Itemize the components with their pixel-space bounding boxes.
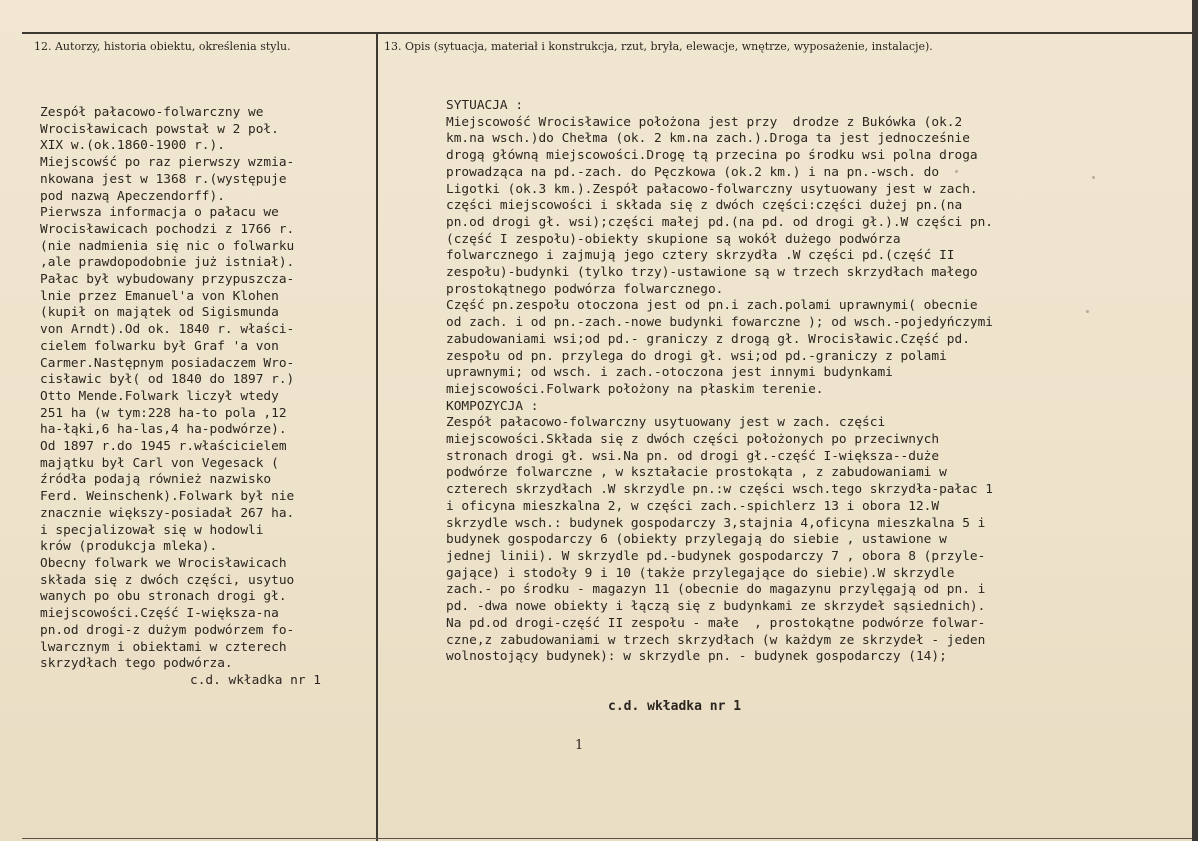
header-rule	[22, 32, 1192, 34]
text-line: zespołu)-budynki (tylko trzy)-ustawione są w trzech skrzydłach małego	[446, 265, 978, 281]
text-line: skrzydłach tego podwórza.	[40, 656, 233, 672]
text-line: zach.- po środku - magazyn 11 (obecnie do magazynu przylęgają od pn. i	[446, 582, 986, 598]
text-line: Część pn.zespołu otoczona jest od pn.i zach.polami uprawnymi( obecnie	[446, 298, 978, 314]
text-line: składa się z dwóch części, usytuo	[40, 572, 295, 588]
text-line: (część I zespołu)-obiekty skupione są wokół dużego podwórza	[446, 231, 901, 247]
continuation-note-right: c.d. wkładka nr 1	[608, 699, 742, 714]
text-line: 251 ha (w tym:228 ha-to pola ,12	[40, 405, 287, 421]
section-12-header: 12. Autorzy, historia obiektu, określenia stylu.	[34, 40, 291, 53]
text-line: Zespół pałacowo-folwarczny we	[40, 105, 264, 120]
text-line: prowadząca na pd.-zach. do Pęczkowa (ok.2 km.) i na pn.-wsch. do	[446, 164, 940, 180]
text-line: Pałac był wybudowany przypuszcza-	[40, 272, 295, 288]
text-line: Na pd.od drogi-część II zespołu - małe , prostokątne podwórze folwar-	[446, 615, 986, 631]
text-line: Otto Mende.Folwark liczył wtedy	[40, 388, 279, 404]
text-line: krów (produkcja mleka).	[40, 539, 218, 555]
bottom-rule	[22, 838, 1192, 839]
text-line: pn.od drogi-z dużym podwórzem fo-	[40, 622, 295, 638]
text-line: części miejscowości i składa się z dwóch części:części dużej pn.(na	[446, 198, 963, 214]
text-line: budynek gospodarczy 6 (obiekty przylegają do siebie , ustawione w	[446, 532, 947, 548]
description-text-column	[446, 98, 1191, 666]
text-line: Pierwsza informacja o pałacu we	[40, 205, 279, 221]
text-line: Od 1897 r.do 1945 r.właścicielem	[40, 439, 287, 455]
text-line: km.na wsch.)do Chełma (ok. 2 km.na zach.).Droga ta jest jednocześnie	[446, 131, 970, 147]
text-line: Miejscowość Wrocisławice położona jest przy drodze z Bukówka (ok.2	[446, 114, 963, 130]
text-line: pd. -dwa nowe obiekty i łączą się z budynkami ze skrzydeł sąsiednich).	[446, 599, 986, 615]
text-line: Wrocisławicach powstał w 2 poł.	[40, 121, 279, 137]
text-line: uprawnymi; od wsch. i zach.-otoczona jest innymi budynkami	[446, 365, 893, 381]
text-line: prostokątnego podwórza folwarcznego.	[446, 281, 724, 297]
history-text-column	[40, 105, 375, 690]
text-line: (nie nadmienia się nic o folwarku	[40, 238, 295, 254]
text-line: podwórze folwarczne , w kształacie prostokąta , z zabudowaniami w	[446, 465, 947, 481]
continuation-note: c.d. wkładka nr 1	[190, 672, 321, 688]
text-line: źródła podają również nazwisko	[40, 472, 272, 488]
text-line: von Arndt).Od ok. 1840 r. właści-	[40, 322, 295, 338]
text-line: czne,z zabudowaniami w trzech skrzydłach (w każdym ze skrzydeł - jeden	[446, 632, 986, 648]
text-line: majątku był Carl von Vegesack (	[40, 455, 279, 471]
text-line: Ligotki (ok.3 km.).Zespół pałacowo-folwarczny usytuowany jest w zach.	[446, 181, 978, 197]
text-line: zabudowaniami wsi;od pd.- graniczy z drogą gł. Wrocisławic.Część pd.	[446, 331, 970, 347]
text-line: lwarcznym i obiektami w czterech	[40, 639, 287, 655]
text-line: wolnostojący budynek): w skrzydle pn. - budynek gospodarczy (14);	[446, 649, 947, 665]
text-line: nkowana jest w 1368 r.(występuje	[40, 171, 287, 187]
text-line: zespołu od pn. przylega do drogi gł. wsi;od pd.-graniczy z polami	[446, 348, 947, 364]
text-line: ,ale prawdopodobnie już istniał).	[40, 255, 295, 271]
text-line: miejscowości.Część I-większa-na	[40, 606, 279, 622]
text-line: Zespół pałacowo-folwarczny usytuowany jest w zach. części	[446, 415, 886, 431]
text-line: gające) i stodoły 9 i 10 (także przylegające do siebie).W skrzydle	[446, 565, 955, 581]
page-edge	[1192, 0, 1198, 841]
text-line: znacznie większy-posiadał 267 ha.	[40, 505, 295, 521]
text-line: drogą główną miejscowości.Drogę tą przecina po środku wsi polna droga	[446, 148, 978, 164]
text-line: od zach. i od pn.-zach.-nowe budynki fowarczne ); od wsch.-pojedyńczymi	[446, 315, 994, 331]
paper-speck	[1086, 310, 1089, 313]
page-number: 1	[575, 738, 584, 753]
text-line: pod nazwą Apeczendorff).	[40, 188, 225, 204]
text-line: Wrocisławicach pochodzi z 1766 r.	[40, 221, 295, 237]
text-line: Ferd. Weinschenk).Folwark był nie	[40, 489, 295, 505]
text-line: Obecny folwark we Wrocisławicach	[40, 555, 287, 571]
text-line: jednej linii). W skrzydle pd.-budynek gospodarczy 7 , obora 8 (przyle-	[446, 548, 986, 564]
text-line: cielem folwarku był Graf 'a von	[40, 338, 279, 354]
text-line: Miejscowść po raz pierwszy wzmia-	[40, 155, 295, 171]
paper-speck	[1092, 176, 1095, 179]
text-line: ha-łąki,6 ha-las,4 ha-podwórze).	[40, 422, 287, 438]
text-line: Carmer.Następnym posiadaczem Wro-	[40, 355, 295, 371]
text-line: cisławic był( od 1840 do 1897 r.)	[40, 372, 295, 388]
text-line: skrzydle wsch.: budynek gospodarczy 3,stajnia 4,oficyna mieszkalna 5 i	[446, 515, 986, 531]
text-line: XIX w.(ok.1860-1900 r.).	[40, 138, 225, 154]
text-line: pn.od drogi gł. wsi);części małej pd.(na pd. od drogi gł.).W części pn.	[446, 214, 994, 230]
text-line: SYTUACJA :	[446, 98, 524, 113]
text-line: stronach drogi gł. wsi.Na pn. od drogi gł.-część I-większa--duże	[446, 448, 940, 464]
text-line: folwarcznego i zajmują jego cztery skrzydła .W części pd.(część II	[446, 248, 955, 264]
text-line: miejscowości.Składa się z dwóch części położonych po przeciwnych	[446, 432, 940, 448]
column-divider	[376, 32, 378, 841]
text-line: i oficyna mieszkalna 2, w części zach.-spichlerz 13 i obora 12.W	[446, 498, 940, 514]
text-line: czterech skrzydłach .W skrzydle pn.:w części wsch.tego skrzydła-pałac 1	[446, 482, 994, 498]
text-line: i specjalizował się w hodowli	[40, 522, 264, 538]
text-line: wanych po obu stronach drogi gł.	[40, 589, 287, 605]
section-13-header: 13. Opis (sytuacja, materiał i konstrukcja, rzut, bryła, elewacje, wnętrze, wyposażenie, instalacje).	[384, 40, 933, 53]
text-line: KOMPOZYCJA :	[446, 398, 539, 414]
paper-speck	[955, 170, 958, 173]
text-line: lnie przez Emanuel'a von Klohen	[40, 288, 279, 304]
text-line: (kupił on majątek od Sigismunda	[40, 305, 279, 321]
text-line: miejscowości.Folwark położony na płaskim terenie.	[446, 381, 824, 397]
